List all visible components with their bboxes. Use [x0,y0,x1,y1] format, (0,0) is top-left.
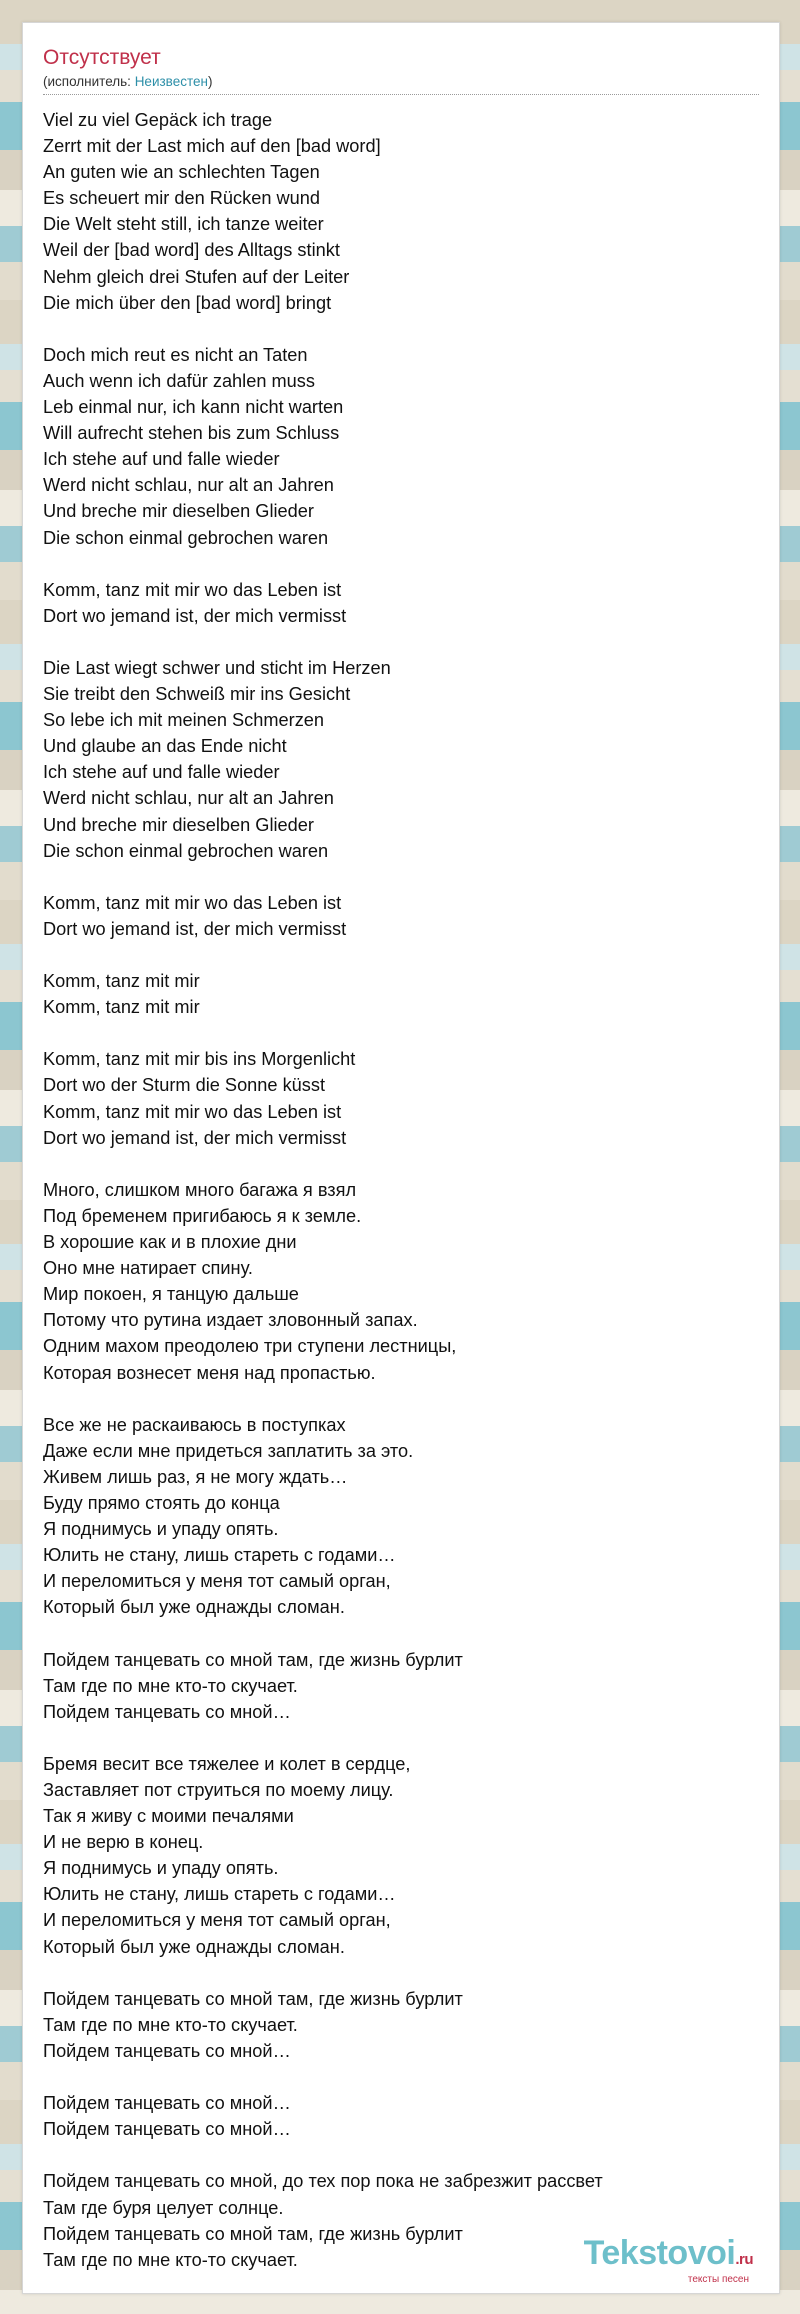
artist-prefix: (исполнитель: [43,74,135,89]
logo-tagline: тексты песен [687,2274,749,2285]
lyrics-card [22,22,780,2294]
artist-suffix: ) [207,74,213,89]
artist-line [43,73,212,91]
logo-wordmark [584,2235,753,2278]
logo-main-text: Tekstovoi [583,2234,736,2272]
site-logo[interactable] [584,2235,753,2285]
artist-link[interactable]: Неизвестен [134,74,208,89]
divider [43,94,759,95]
logo-tld: .ru [735,2251,753,2268]
lyrics-text: Viel zu viel Gepäck ich trage Zerrt mit der Last mich auf den [bad word] An guten wie an schlechten Tagen Es scheuert mir den Rücken wund Die Welt steht still, ich tanze weiter Weil der [bad word] des Alltags stinkt Nehm gleich drei Stufen auf der Leiter Die mich über den [bad word] bringt Doch mich reut es nicht an Taten Auch wenn ich dafür zahlen muss Leb einmal nur, ich kann nicht warten Will aufrecht stehen bis zum Schluss Ich stehe auf und falle wieder Werd nicht schlau, nur alt an Jahren Und breche mir dieselben Glieder Die schon einmal gebrochen waren Komm, tanz mit mir wo das Leben ist Dort wo jemand ist, der mich vermisst Die Last wiegt schwer und sticht im Herzen Sie treibt den Schweiß mir ins Gesicht So lebe ich mit meinen Schmerzen Und glaube an das Ende nicht Ich stehe auf und falle wieder Werd nicht schlau, nur alt an Jahren Und breche mir dieselben Glieder Die schon einmal gebrochen waren Komm, tanz mit mir wo das Leben ist Dort wo jemand ist, der mich vermisst Komm, tanz mit mir Komm, tanz mit mir Komm, tanz mit mir bis ins Morgenlicht Dort wo der Sturm die Sonne küsst Komm, tanz mit mir wo das Leben ist Dort wo jemand ist, der mich vermisst Много, слишком много багажа я взял Под бременем пригибаюсь я к земле. В хорошие как и в плохие дни Оно мне натирает спину. Мир покоен, я танцую дальше Потому что рутина издает зловонный запах. Одним махом преодолею три ступени лестницы, Которая вознесет меня над пропастью. Все же не раскаиваюсь в поступках Даже если мне придеться заплатить за это. Живем лишь раз, я не могу ждать… Буду прямо стоять до конца Я поднимусь и упаду опять. Юлить не стану, лишь стареть с годами… И переломиться у меня тот самый орган, Который был уже однажды сломан. Пойдем танцевать со мной там, где жизнь бурлит Там где по мне кто-то скучает. Пойдем танцевать со мной… Бремя весит все тяжелее и колет в сердце, Заставляет пот струиться по моему лицу. Так я живу с моими печалями И не верю в конец. Я поднимусь и упаду опять. Юлить не стану, лишь стареть с годами… И переломиться у меня тот самый орган, Который был уже однажды сломан. Пойдем танцевать со мной там, где жизнь бурлит Там где по мне кто-то скучает. Пойдем танцевать со мной… Пойдем танцевать со мной… Пойдем танцевать со мной… Пойдем танцевать со мной, до тех пор пока не забрезжит рассвет Там где буря целует солнце. Пойдем танцевать со мной там, где жизнь бурлит Там где по мне кто-то скучает. [43,110,603,2270]
song-title: Отсутствует [43,46,161,69]
